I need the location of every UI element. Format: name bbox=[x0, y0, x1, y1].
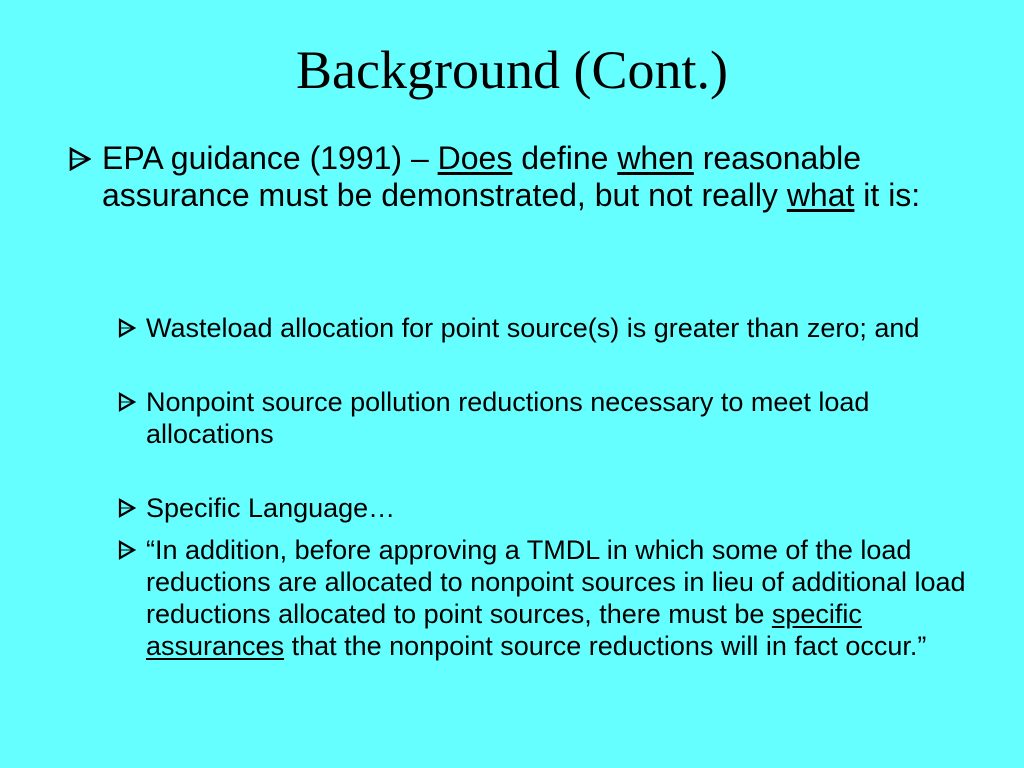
quote-text bbox=[146, 534, 974, 662]
sub-bullet-nonpoint bbox=[114, 386, 974, 450]
sub-bullet-text: Specific Language… bbox=[146, 493, 396, 523]
sub-bullet-specific-language bbox=[114, 492, 974, 524]
emphasis-when: when bbox=[617, 140, 694, 176]
emphasis-specific-assurances: specific assurances bbox=[146, 599, 862, 661]
arrowhead-bullet-icon bbox=[114, 492, 140, 524]
sub-bullet-text: Wasteload allocation for point source(s) is greater than zero; and bbox=[146, 313, 920, 343]
main-bullet-text bbox=[102, 140, 964, 214]
main-bullet-text-part: define bbox=[512, 140, 618, 176]
arrowhead-bullet-icon bbox=[64, 140, 96, 177]
arrowhead-bullet-icon bbox=[114, 534, 140, 566]
main-bullet-text-part: it is: bbox=[854, 177, 921, 213]
emphasis-what: what bbox=[786, 177, 855, 213]
quote-text-part: “In addition, before approving a TMDL in which some of the load reductions are allocated to nonpoint sources in lieu of additional load reductions allocated to point sources, there must be bbox=[146, 535, 966, 629]
emphasis-does: Does bbox=[437, 140, 513, 176]
quote-text-part: that the nonpoint source reductions will in fact occur.” bbox=[284, 631, 927, 661]
main-bullet-text-part: EPA guidance (1991) – bbox=[102, 140, 438, 176]
sub-bullet-wasteload bbox=[114, 312, 974, 344]
sub-bullet-quote bbox=[114, 534, 974, 662]
main-bullet-text-part: reasonable assurance must be demonstrated, but not really bbox=[102, 140, 862, 213]
arrowhead-bullet-icon bbox=[114, 386, 140, 418]
slide-title: Background (Cont.) bbox=[296, 40, 728, 100]
sub-bullet-text: Nonpoint source pollution reductions necessary to meet load allocations bbox=[146, 387, 870, 449]
main-bullet bbox=[64, 140, 964, 214]
arrowhead-bullet-icon bbox=[114, 312, 140, 344]
